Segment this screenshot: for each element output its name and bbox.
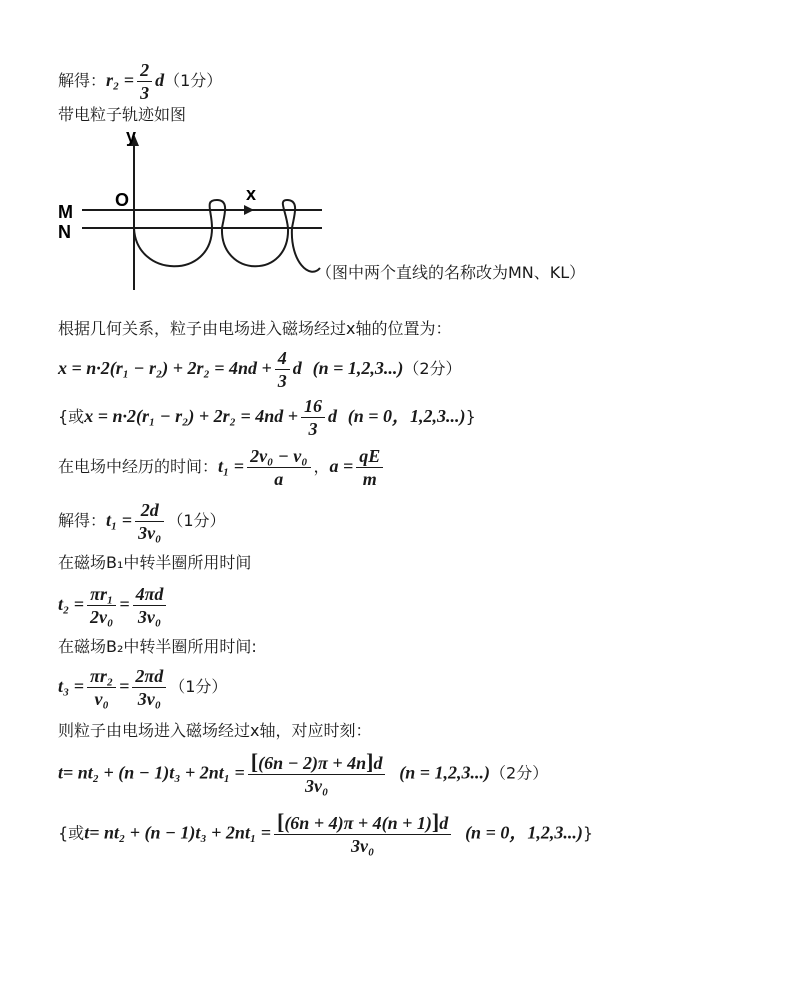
o-label: O xyxy=(115,190,130,210)
line-r2-result: 解得：r₂ = $\frac{2}{3}$ d（1分） xyxy=(58,60,223,103)
line-x-position-alt: {或x = n·2(r₁ − r₂) + 2r₂ = 4nd + $\frac{16}{3}$ d (n = 0，1,2,3...)} xyxy=(58,396,476,439)
m-label: M xyxy=(58,202,73,222)
x-label: x xyxy=(246,184,257,204)
line-b1-caption: 在磁场B₁中转半圈所用时间 xyxy=(58,553,252,572)
fraction: $\frac{\text{πr₂}}{\text{v₀}}$ xyxy=(87,666,116,709)
line-x-position: x = n·2(r₁ − r₂) + 2r₂ = 4nd + $\frac{4}{3}$ d (n = 1,2,3...)（2分） xyxy=(58,348,462,391)
line-t1-definition: 在电场中经历的时间：t₁ = $\frac{\text{2v₀ − v₀}}{a}$ ，a = $\frac{qE}{m}$ xyxy=(58,446,386,489)
line-trajectory-caption: 带电粒子轨迹如图 xyxy=(58,105,187,124)
line-t1-result: 解得：t₁ = $\frac{2d}{\text{3v₀}}$ （1分） xyxy=(58,500,226,543)
y-label: y xyxy=(126,130,137,146)
line-geometry-intro: 根据几何关系，粒子由电场进入磁场经过x轴的位置为： xyxy=(58,319,452,338)
n-label: N xyxy=(58,222,71,242)
fraction: $\frac{2\pi d}{\text{3v₀}}$ xyxy=(132,666,166,709)
fraction: $\frac{4}{3}$ xyxy=(275,348,290,391)
line-t2: t₂ = $\frac{\text{πr₁}}{\text{2v₀}}$ = $\frac{4\pi d}{\text{3v₀}}$ xyxy=(58,584,169,627)
line-t3: t₃ = $\frac{\text{πr₂}}{\text{v₀}}$ = $\frac{2\pi d}{\text{3v₀}}$ （1分） xyxy=(58,666,228,709)
fraction: $\frac{4\pi d}{\text{3v₀}}$ xyxy=(133,584,167,627)
x-axis-arrowhead xyxy=(244,205,254,215)
fraction: $\frac{\text{πr₁}}{\text{2v₀}}$ xyxy=(87,584,116,627)
fraction: $\frac{qE}{m}$ xyxy=(356,446,383,489)
line-time-formula: t= nt₂ + (n − 1)t₃ + 2nt₁ = $\frac{[(6n - 2)\pi + 4n]d}{\text{3v₀}}$ (n = 1,2,3...)（2分） xyxy=(58,749,549,796)
line-time-formula-alt: {或t= nt₂ + (n − 1)t₃ + 2nt₁ = $\frac{[(6n + 4)\pi + 4(n + 1)]d}{\text{3v₀}}$ (n = 0，1,2,3...)} xyxy=(58,809,594,856)
fraction: $\frac{2d}{\text{3v₀}}$ xyxy=(135,500,164,543)
fraction: $\frac{\text{2v₀ − v₀}}{a}$ xyxy=(247,446,310,489)
fraction: $\frac{2}{3}$ xyxy=(137,60,152,103)
line-b2-caption: 在磁场B₂中转半圈所用时间: xyxy=(58,637,257,656)
line-time-intro: 则粒子由电场进入磁场经过x轴，对应时刻： xyxy=(58,721,372,740)
figure-note: （图中两个直线的名称改为MN、KL） xyxy=(316,263,586,282)
fraction: $\frac{16}{3}$ xyxy=(301,396,325,439)
fraction: $\frac{[(6n - 2)\pi + 4n]d}{\text{3v₀}}$ xyxy=(248,752,386,796)
fraction: $\frac{[(6n + 4)\pi + 4(n + 1)]d}{\text{3v₀}}$ xyxy=(274,812,451,856)
